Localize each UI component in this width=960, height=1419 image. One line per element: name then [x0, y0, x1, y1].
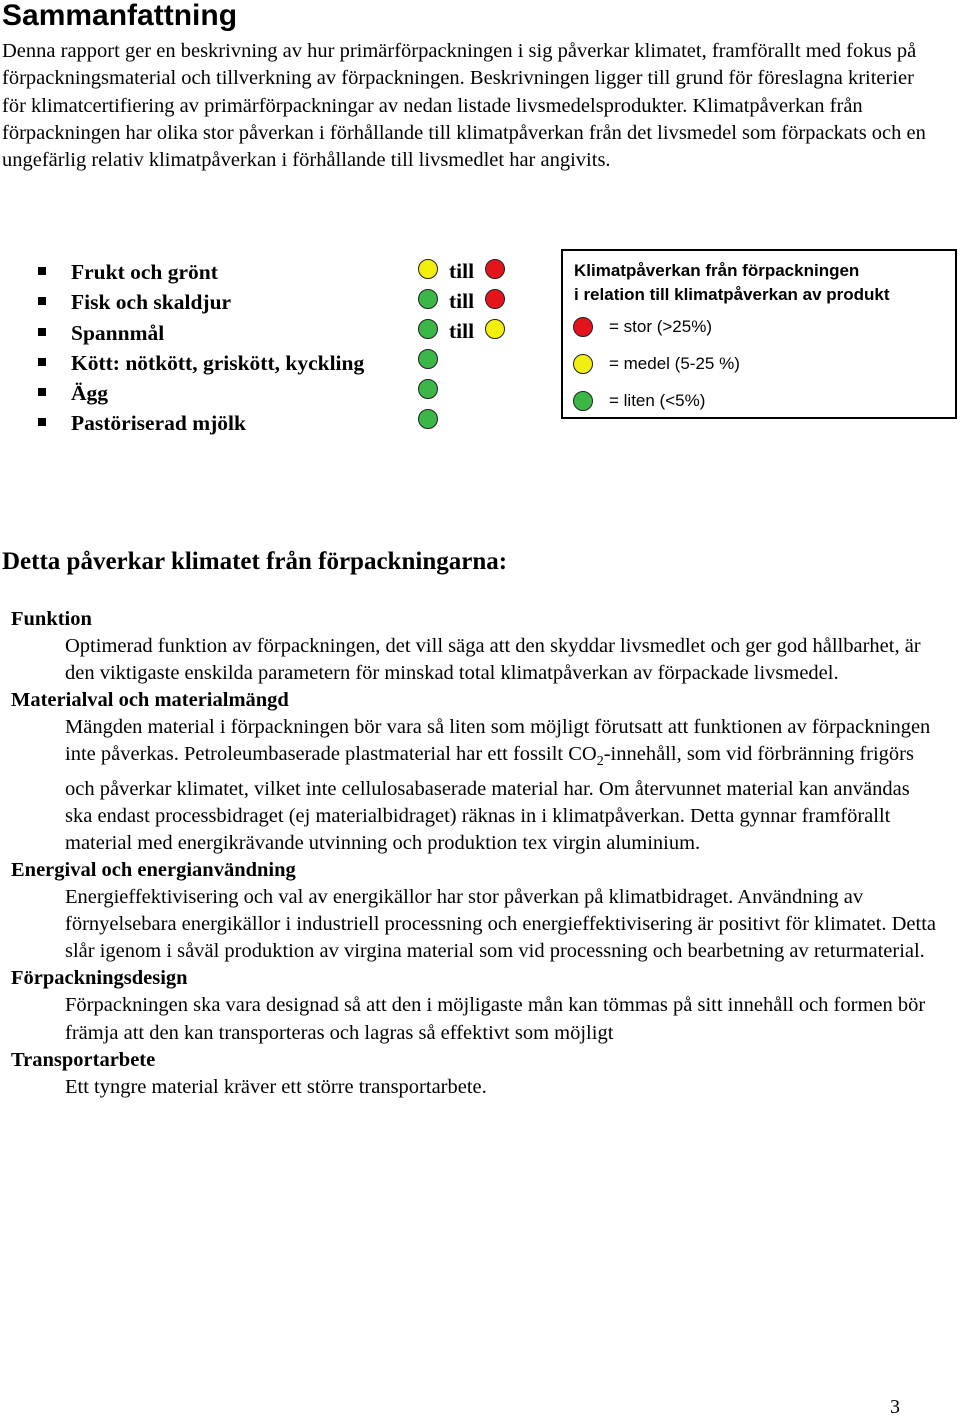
rating-dot-icon — [485, 259, 505, 279]
factor-heading: Materialval och materialmängd — [11, 689, 289, 712]
legend-title-line: i relation till klimatpåverkan av produkt — [574, 285, 890, 304]
list-item — [38, 348, 364, 378]
rating-dot-icon — [418, 409, 438, 429]
factor-body — [65, 1074, 941, 1101]
rating-dot-icon — [418, 289, 438, 309]
rating-connector: till — [449, 289, 475, 313]
section-heading: Detta påverkar klimatet från förpackningarna: — [2, 548, 508, 575]
legend-label: = medel (5-25 %) — [609, 354, 740, 373]
rating-row — [418, 256, 518, 286]
factor-body — [65, 714, 941, 857]
bullet-icon — [38, 358, 46, 366]
factor-text: Optimerad funktion av förpackningen, det vill säga att den skyddar livsmedlet och ger god hållbarhet, är den viktigaste enskilda parametern för minskad total klimatpåverkan av förpackade livsmedel. — [65, 635, 921, 685]
rating-row — [418, 406, 518, 436]
list-item — [38, 408, 364, 438]
factor-sections — [11, 606, 941, 1101]
rating-dot-icon — [418, 259, 438, 279]
food-label: Fisk och skaldjur — [71, 290, 232, 315]
bullet-icon — [38, 297, 46, 305]
legend-title-line: Klimatpåverkan från förpackningen — [574, 261, 860, 280]
rating-dot-icon — [418, 349, 438, 369]
rating-dot-icon — [485, 289, 505, 309]
rating-dot-icon — [573, 317, 593, 337]
bullet-icon — [38, 267, 46, 275]
legend-box — [561, 249, 957, 419]
legend-label: = stor (>25%) — [609, 317, 712, 336]
list-item — [38, 257, 364, 287]
rating-connector: till — [449, 319, 475, 343]
rating-row — [418, 316, 518, 346]
legend-label: = liten (<5%) — [609, 391, 706, 410]
food-label: Spannmål — [71, 320, 165, 345]
list-item — [38, 287, 364, 317]
factor-text: Förpackningen ska vara designad så att den i möjligaste mån kan tömmas på sitt innehåll och formen bör främja att den kan transporteras och lagras så effektivt som möjligt — [65, 994, 926, 1044]
factor-text: Ett tyngre material kräver ett större transportarbete. — [65, 1075, 487, 1098]
food-category-list — [38, 257, 364, 439]
food-label: Frukt och grönt — [71, 260, 218, 284]
rating-row — [418, 346, 518, 376]
factor-heading: Funktion — [11, 608, 92, 630]
rating-row — [418, 286, 518, 316]
legend-title — [574, 259, 890, 307]
food-label: Pastöriserad mjölk — [71, 411, 246, 436]
bullet-icon — [38, 328, 46, 336]
factor-heading: Transportarbete — [11, 1048, 156, 1071]
legend-item — [573, 389, 913, 415]
subscript: 2 — [596, 754, 604, 770]
factor-body — [65, 884, 941, 965]
bullet-icon — [38, 418, 46, 426]
list-item — [38, 378, 364, 408]
rating-dot-icon — [573, 391, 593, 411]
rating-dot-icon — [573, 354, 593, 374]
factor-body — [65, 992, 941, 1046]
list-item — [38, 318, 364, 348]
page-number: 3 — [890, 1396, 900, 1418]
bullet-icon — [38, 388, 46, 396]
factor-body — [65, 633, 941, 687]
factor-text: Energieffektivisering och val av energikällor har stor påverkan på klimatbidraget. Användning av förnyelsebara energikällor i industriell processning och energieffektivisering är positivt för klimatet. Detta slår igenom i såväl produktion av virgina material som vid processning och bearbetning av returmaterial. — [65, 886, 936, 963]
factor-text: Mängden material i förpackningen bör vara så liten som möjligt förutsatt att funktionen av förpackningen inte påverkas. Petroleumbaserade plastmaterial har ett fossilt CO — [65, 716, 931, 766]
rating-row — [418, 376, 518, 406]
legend-item — [573, 315, 913, 341]
legend-item — [573, 352, 913, 378]
intro-paragraph: Denna rapport ger en beskrivning av hur primärförpackningen i sig påverkar klimatet, framförallt med fokus på förpackningsmaterial och tillverkning av förpackningen. Beskrivningen ligger till grund för föreslagna kriterier för klimatcertifiering av primärförpackningar av nedan listade livsmedelsprodukter. Klimatpåverkan från förpackningen har olika stor påverkan i förhållande till klimatpåverkan från det livsmedel som förpackats och en ungefärlig relativ klimatpåverkan i förhållande till livsmedlet har angivits. — [2, 40, 926, 172]
rating-dot-icon — [485, 319, 505, 339]
rating-connector: till — [449, 259, 475, 283]
food-label: Kött: nötkött, griskött, kyckling — [71, 350, 365, 375]
factor-heading: Förpackningsdesign — [11, 967, 188, 990]
factor-heading: Energival och energianvändning — [11, 858, 296, 881]
factor-text: -innehåll, som vid förbränning frigörs och påverkar klimatet, vilket inte cellulosabaserade material har. Om återvunnet material kan användas ska endast processbidraget (ej materialbidraget) räknas in i klimatpåverkan. Detta gynnar framförallt material med energikrävande utvinning och produktion tex virgin aluminium. — [65, 743, 914, 854]
rating-dot-icon — [418, 319, 438, 339]
food-label: Ägg — [71, 381, 109, 406]
rating-dot-icon — [418, 379, 438, 399]
page-title: Sammanfattning — [2, 0, 238, 32]
